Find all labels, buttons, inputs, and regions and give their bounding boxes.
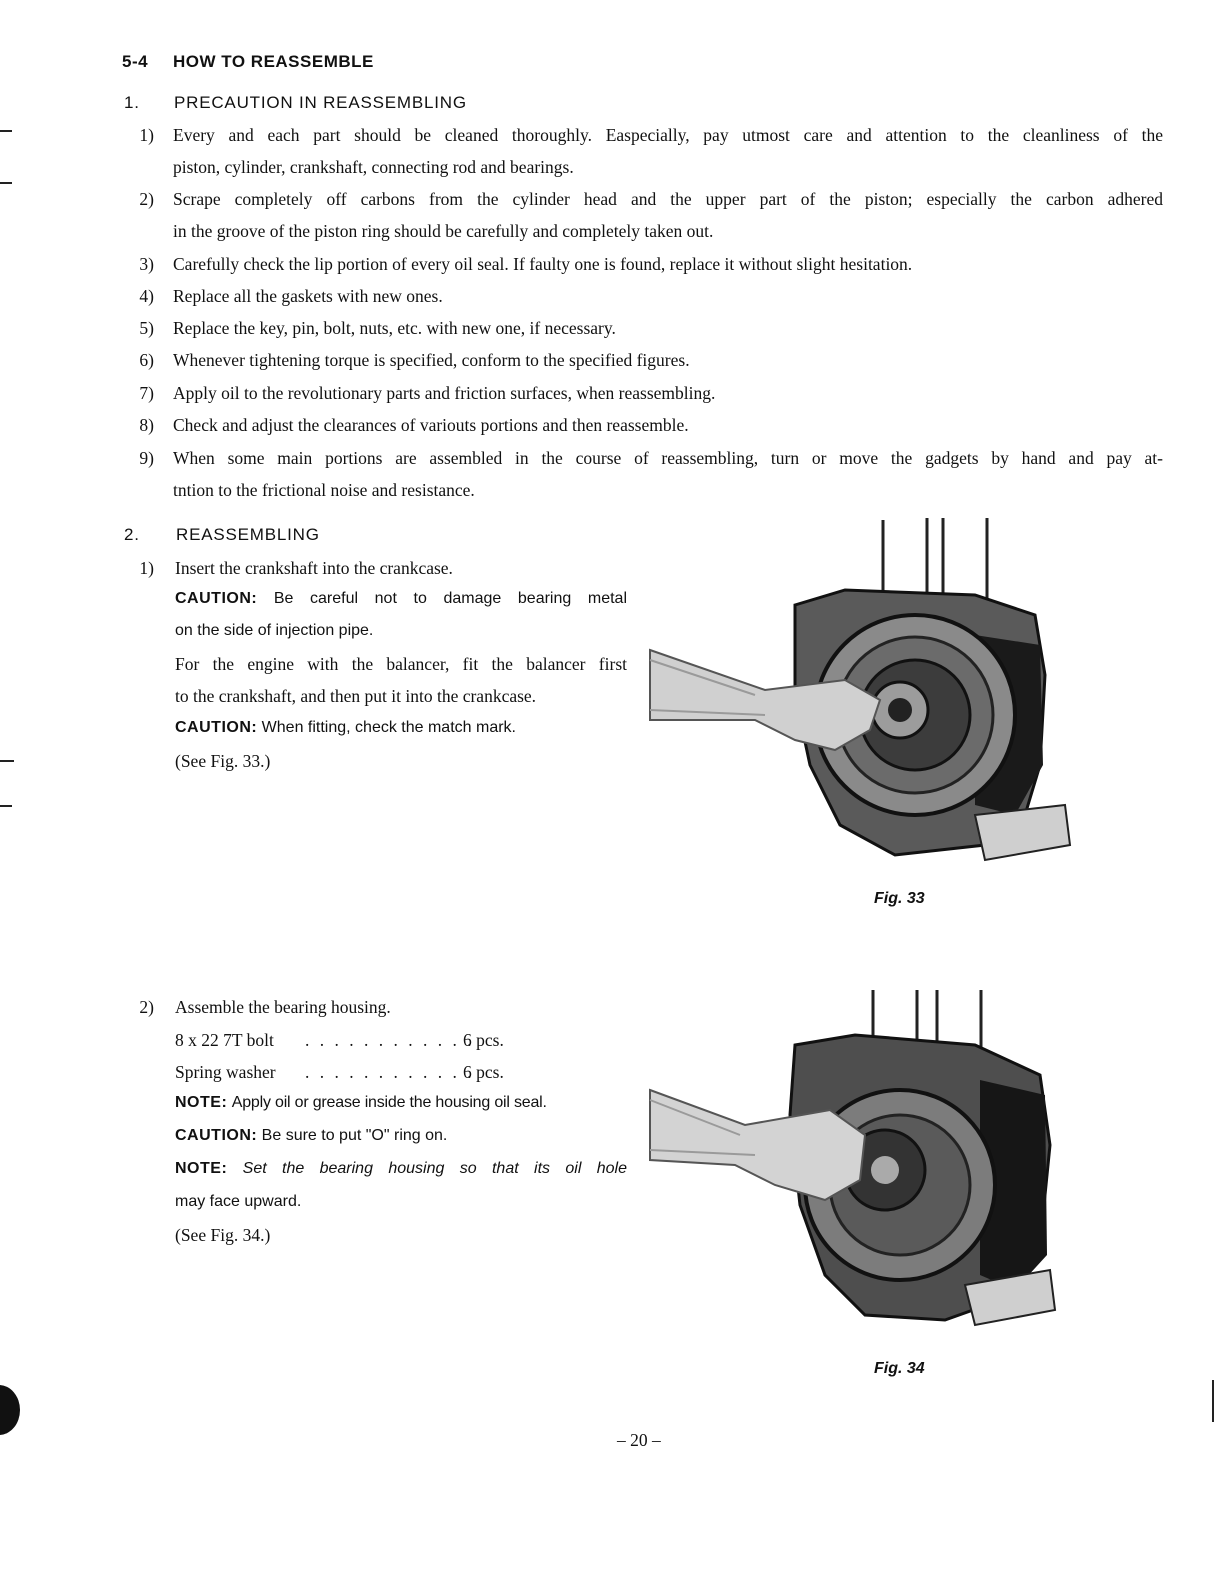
item-number: 6) <box>139 350 154 370</box>
part-quantity: 6 pcs. <box>463 1062 504 1082</box>
item-number: 3) <box>139 254 154 274</box>
item-number: 8) <box>139 415 154 435</box>
caution-line <box>175 1127 447 1145</box>
part-leader-dots: . . . . . . . . . . . . <box>305 1030 475 1050</box>
figure-reference: (See Fig. 33.) <box>175 751 271 771</box>
balancer-paragraph-continued: to the crankshaft, and then put it into the crankcase. <box>175 686 537 706</box>
part-name: Spring washer <box>175 1062 276 1082</box>
caution-text-continued: on the side of injection pipe. <box>175 622 374 639</box>
list-item: Check and adjust the clearances of variouts portions and then reassemble. <box>173 415 689 435</box>
caution-line <box>175 719 516 737</box>
list-item: Every and each part should be cleaned thoroughly. Easpecially, pay utmost care and attention to the cleanliness of the <box>173 125 1163 145</box>
part1-title: PRECAUTION IN REASSEMBLING <box>174 93 467 112</box>
list-item-continued: in the groove of the piston ring should be carefully and completely taken out. <box>173 221 714 241</box>
margin-mark <box>0 130 12 132</box>
note-label: NOTE: <box>175 1094 228 1111</box>
list-item: When some main portions are assembled in the course of reassembling, turn or move the gadgets by hand and pay at- <box>173 448 1163 468</box>
caution-label: CAUTION: <box>175 590 258 607</box>
list-item: Replace the key, pin, bolt, nuts, etc. with new one, if necessary. <box>173 318 616 338</box>
list-item-continued: tntion to the frictional noise and resistance. <box>173 480 475 500</box>
caution-label: CAUTION: <box>175 719 258 736</box>
item-number: 7) <box>139 383 154 403</box>
margin-mark <box>0 182 12 184</box>
caution-text: Be careful not to damage bearing metal <box>273 590 628 607</box>
figure-reference: (See Fig. 34.) <box>175 1225 271 1245</box>
note-text: Apply oil or grease inside the housing oil seal. <box>231 1094 547 1111</box>
item-number: 9) <box>139 448 154 468</box>
section-title: HOW TO REASSEMBLE <box>173 52 374 71</box>
caution-line <box>175 590 627 608</box>
item-number: 1) <box>139 125 154 145</box>
note-label: NOTE: <box>175 1160 228 1177</box>
margin-mark <box>1212 1380 1214 1422</box>
list-item: Carefully check the lip portion of every oil seal. If faulty one is found, replace it without slight hesitation. <box>173 254 913 274</box>
balancer-paragraph: For the engine with the balancer, fit the balancer first <box>175 654 627 674</box>
item-number: 4) <box>139 286 154 306</box>
caution-label: CAUTION: <box>175 1127 258 1144</box>
part2-title: REASSEMBLING <box>176 525 320 544</box>
part2-number: 2. <box>124 525 140 544</box>
figure-34-caption: Fig. 34 <box>874 1360 925 1377</box>
note-line <box>175 1094 547 1112</box>
margin-mark <box>0 805 12 807</box>
caution-text: Be sure to put "O" ring on. <box>261 1127 448 1144</box>
part1-number: 1. <box>124 93 140 112</box>
list-item: Whenever tightening torque is specified, conform to the specified figures. <box>173 350 690 370</box>
figure-33-photo <box>645 515 1085 865</box>
list-item: Replace all the gaskets with new ones. <box>173 286 443 306</box>
list-item: Scrape completely off carbons from the cylinder head and the upper part of the piston; especially the carbon adhered <box>173 189 1163 209</box>
margin-mark <box>0 760 14 762</box>
caution-text: When fitting, check the match mark. <box>261 719 516 736</box>
figure-33-caption: Fig. 33 <box>874 890 925 907</box>
list-item-continued: piston, cylinder, crankshaft, connecting rod and bearings. <box>173 157 574 177</box>
item-number: 2) <box>139 189 154 209</box>
part-quantity: 6 pcs. <box>463 1030 504 1050</box>
part-leader-dots: . . . . . . . . . . . . <box>305 1062 475 1082</box>
section-number: 5-4 <box>122 52 149 71</box>
note-line <box>175 1160 627 1178</box>
step-text: Insert the crankshaft into the crankcase. <box>175 558 453 578</box>
step-number: 2) <box>139 997 154 1017</box>
page-number: – 20 – <box>617 1430 661 1450</box>
list-item: Apply oil to the revolutionary parts and friction surfaces, when reassembling. <box>173 383 716 403</box>
note-text: Set the bearing housing so that its oil hole <box>242 1160 627 1177</box>
punch-hole <box>0 1385 20 1435</box>
figure-34-photo <box>645 985 1065 1335</box>
part-name: 8 x 22 7T bolt <box>175 1030 274 1050</box>
step-text: Assemble the bearing housing. <box>175 997 391 1017</box>
step-number: 1) <box>139 558 154 578</box>
item-number: 5) <box>139 318 154 338</box>
note-text-continued: may face upward. <box>175 1193 302 1210</box>
